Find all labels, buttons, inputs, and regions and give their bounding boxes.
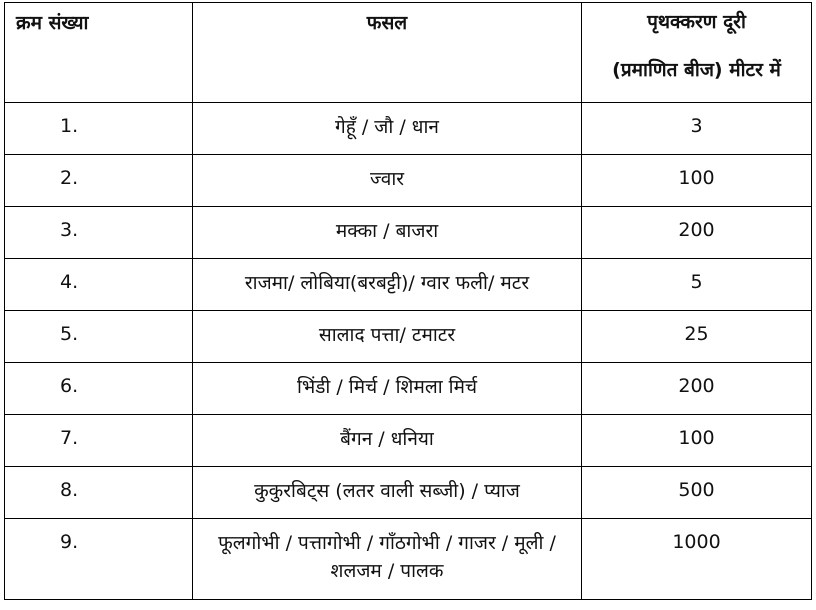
table-row [5, 467, 812, 519]
header-crop: फसल [193, 3, 582, 103]
distance-cell: 25 [582, 311, 812, 363]
serial-cell: 2. [5, 155, 193, 207]
isolation-distance-table [4, 2, 812, 600]
crop-cell: राजमा/ लोबिया(बरबट्टी)/ ग्वार फली/ मटर [193, 259, 582, 311]
table-row [5, 415, 812, 467]
header-distance [582, 3, 812, 103]
table-row [5, 519, 812, 600]
distance-cell: 100 [582, 415, 812, 467]
serial-cell: 9. [5, 519, 193, 600]
table-row [5, 103, 812, 155]
distance-cell: 200 [582, 207, 812, 259]
crop-cell: मक्का / बाजरा [193, 207, 582, 259]
distance-cell: 100 [582, 155, 812, 207]
crop-cell: फूलगोभी / पत्तागोभी / गाँठगोभी / गाजर / मूली / शलजम / पालक [193, 519, 582, 600]
serial-cell: 7. [5, 415, 193, 467]
table-header-row [5, 3, 812, 103]
serial-cell: 8. [5, 467, 193, 519]
table-row [5, 155, 812, 207]
distance-cell: 1000 [582, 519, 812, 600]
header-distance-line2: (प्रमाणित बीज) मीटर में [612, 59, 781, 81]
table-row [5, 311, 812, 363]
distance-cell: 5 [582, 259, 812, 311]
distance-cell: 200 [582, 363, 812, 415]
distance-cell: 3 [582, 103, 812, 155]
crop-cell: भिंडी / मिर्च / शिमला मिर्च [193, 363, 582, 415]
crop-cell: कुकुरबिट्स (लतर वाली सब्जी) / प्याज [193, 467, 582, 519]
table-row [5, 259, 812, 311]
serial-cell: 4. [5, 259, 193, 311]
header-serial: क्रम संख्या [5, 3, 193, 103]
crop-cell: ज्वार [193, 155, 582, 207]
distance-cell: 500 [582, 467, 812, 519]
serial-cell: 1. [5, 103, 193, 155]
table-row [5, 363, 812, 415]
serial-cell: 5. [5, 311, 193, 363]
crop-cell: गेहूँ / जौ / धान [193, 103, 582, 155]
table-row [5, 207, 812, 259]
header-distance-line1: पृथक्करण दूरी [647, 11, 746, 33]
crop-cell: बैंगन / धनिया [193, 415, 582, 467]
serial-cell: 3. [5, 207, 193, 259]
crop-cell: सालाद पत्ता/ टमाटर [193, 311, 582, 363]
serial-cell: 6. [5, 363, 193, 415]
